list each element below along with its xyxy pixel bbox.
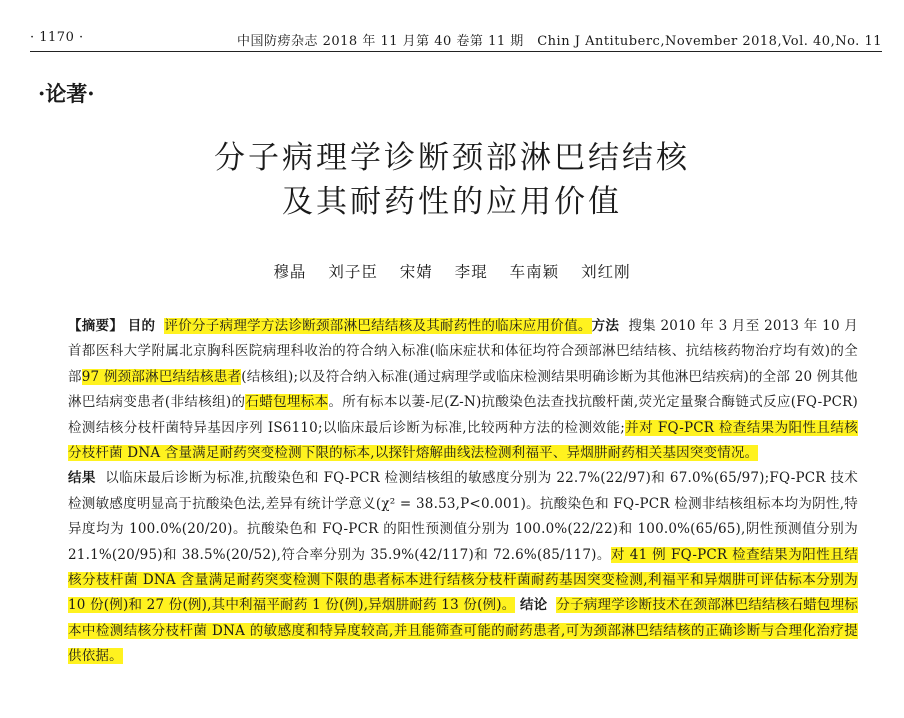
author-list [0, 260, 904, 282]
conclusion-label: 结论 [519, 597, 548, 614]
methods-highlight-specimen: 石蜡包埋标本 [245, 394, 329, 411]
conclusion-highlight: 分子病理学诊断技术在颈部淋巴结结核石蜡包埋标本中检测结核分枝杆菌 DNA 的敏感度和特异度较高,并且能筛查可能的耐药患者,可为颈部淋巴结结核的正确诊断与合理化治疗提供依据。 [68, 597, 858, 665]
results-paragraph [68, 466, 858, 669]
header-rule [30, 51, 882, 52]
page-number: · 1170 · [30, 30, 84, 45]
methods-text: 搜集 2010 年 3 月至 2013 年 10 月首都医科大学附属北京胸科医院病理科收治的符合纳入标准(临床症状和体征均符合颈部淋巴结结核、抗结核药物治疗均有效)的全部 [68, 318, 859, 385]
page-header [30, 28, 882, 50]
running-title: 中国防痨杂志 2018 年 11 月第 40 卷第 11 期 Chin J Antituberc,November 2018,Vol. 40,No. 11 [236, 34, 882, 49]
objective-highlight: 评价分子病理学方法诊断颈部淋巴结结核及其耐药性的临床应用价值。 [164, 318, 592, 334]
title-line-2: 及其耐药性的应用价值 [282, 184, 622, 220]
methods-highlight-resistance: 并对 FQ-PCR 检查结果为阳性且结核分枝杆菌 DNA 含量满足耐药突变检测下限的标本,以探针熔解曲线法检测利福平、异烟肼耐药相关基因突变情况。 [68, 419, 858, 462]
author: 穆晶 [273, 263, 307, 281]
methods-text: 。所有标本以萋-尼(Z-N)抗酸染色法查找抗酸杆菌,荧光定量聚合酶链式反应(FQ-PCR)检测结核分枝杆菌特异基因序列 IS6110;以临床最后诊断为标准,比较两种方法的检测效能; [68, 394, 858, 436]
author: 刘红刚 [581, 263, 631, 281]
results-highlight: 对 41 例 FQ-PCR 检查结果为阳性且结核分枝杆菌 DNA 含量满足耐药突变检测下限的患者标本进行结核分枝杆菌耐药基因突变检测,利福平和异烟肼可评估标本分别为 10 份(例)和 27 份(例),其中利福平耐药 1 份(例),异烟肼耐药 13 份(例)。 [68, 546, 858, 614]
author: 刘子臣 [328, 263, 378, 281]
methods-label: 方法 [591, 318, 620, 334]
results-label: 结果 [68, 470, 96, 487]
author: 李琨 [454, 263, 488, 281]
author: 车南颖 [509, 263, 560, 281]
methods-text: (结核组);以及符合纳入标准(通过病理学或临床检测结果明确诊断为其他淋巴结疾病)的全部 20 例其他淋巴结病变患者(非结核组)的 [68, 368, 858, 411]
results-text: 以临床最后诊断为标准,抗酸染色和 FQ-PCR 检测结核组的敏感度分别为 22.7%(22/97)和 67.0%(65/97);FQ-PCR 技术检测敏感度明显高于抗酸染色法,差异有统计学意义(χ² = 38.53,P<0.001)。抗酸染色和 FQ-PCR 检测非结核组标本均为阴性,特异度均为 100.0%(20/20)。抗酸染色和 FQ-PCR 的阳性预测值分别为 100.0%(22/22)和 100.0%(65/65),阴性预测值分别为 21.1%(20/95)和 38.5%(20/52),符合率分别为 35.9%(42/117)和 72.6%(85/117)。 [68, 470, 859, 563]
objective-label: 目的 [127, 318, 156, 334]
section-label: ·论著· [38, 81, 95, 106]
author: 宋婧 [399, 263, 433, 281]
abstract [68, 314, 858, 670]
abstract-body [68, 314, 858, 466]
title-line-1: 分子病理学诊断颈部淋巴结结核 [214, 140, 690, 176]
abstract-label: 【摘要】 [68, 318, 124, 334]
methods-highlight-patients: 97 例颈部淋巴结结核患者 [81, 368, 242, 385]
article-title [0, 136, 904, 224]
